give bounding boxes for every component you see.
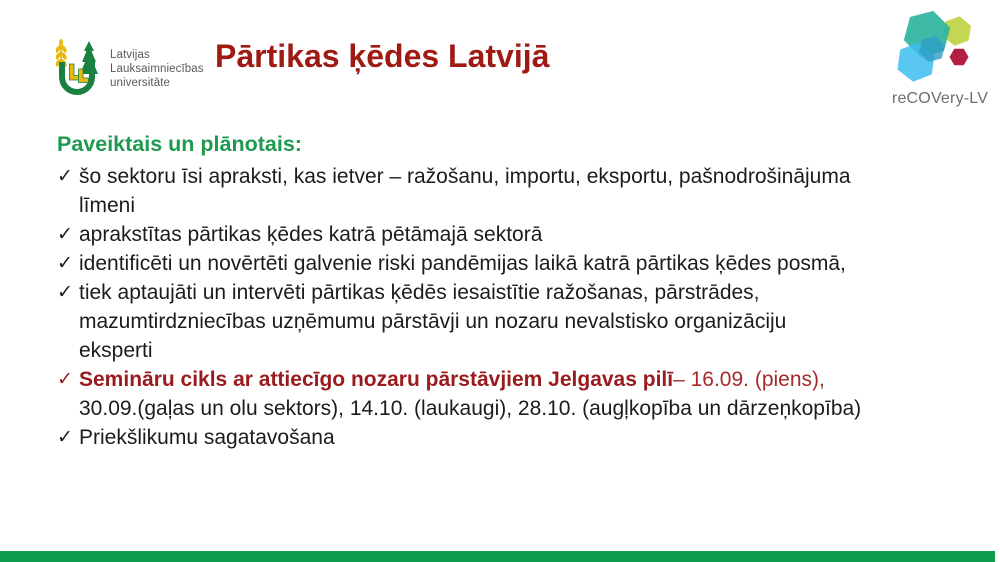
- bullet-list: [57, 162, 982, 452]
- slide-content: [57, 129, 982, 452]
- bullet-item: [57, 278, 982, 365]
- bullet-item: [57, 365, 982, 423]
- university-name-line: Latvijas: [110, 49, 150, 61]
- text-segment: Priekšlikumu sagatavošana: [79, 426, 335, 449]
- checkmark-icon: ✓: [57, 166, 73, 187]
- content-heading: Paveiktais un plānotais:: [57, 132, 302, 156]
- text-segment: aprakstītas pārtikas ķēdes katrā pētāmajā sektorā: [79, 223, 543, 246]
- text-segment: identificēti un novērtēti galvenie riski pandēmijas laikā katrā pārtikas ķēdes posmā,: [79, 252, 846, 275]
- text-segment: līmeni: [79, 194, 136, 217]
- bullet-text-line: [79, 423, 982, 452]
- bullet-item: [57, 162, 982, 220]
- project-logo-label: reCOVery-LV: [891, 90, 989, 107]
- checkmark-icon: ✓: [57, 224, 73, 245]
- text-segment: eksperti: [79, 339, 153, 362]
- checkmark-icon: ✓: [57, 253, 73, 274]
- bullet-text-line: [79, 162, 982, 191]
- page-title: Pārtikas ķēdes Latvijā: [215, 38, 550, 74]
- text-segment: – 16.09. (piens),: [673, 368, 825, 391]
- university-name: [110, 48, 204, 90]
- bullet-text-line: [79, 307, 982, 336]
- checkmark-icon: ✓: [57, 427, 73, 448]
- bullet-text-line: [79, 278, 982, 307]
- bullet-text-line: [79, 220, 982, 249]
- bullet-text: [79, 162, 982, 220]
- university-name-line: Lauksaimniecības: [110, 63, 204, 75]
- bullet-text: [79, 278, 982, 365]
- text-segment: mazumtirdzniecības uzņēmumu pārstāvji un nozaru nevalstisko organizāciju: [79, 310, 787, 333]
- hexagon-cluster-icon: [888, 6, 992, 88]
- text-segment: Semināru cikls ar attiecīgo nozaru pārstāvjiem Jelgavas pilī: [79, 368, 674, 391]
- university-name-line: universitāte: [110, 77, 171, 89]
- bullet-text-line: [79, 394, 982, 423]
- university-logo: [56, 39, 204, 95]
- bullet-item: [57, 220, 982, 249]
- bullet-text: [79, 423, 982, 452]
- bottom-accent-bar: [0, 551, 995, 562]
- bullet-text: [79, 249, 982, 278]
- bullet-text-line: [79, 191, 982, 220]
- bullet-item: [57, 423, 982, 452]
- bullet-text: [79, 365, 982, 423]
- checkmark-icon: ✓: [57, 282, 73, 303]
- bullet-text-line: [79, 249, 982, 278]
- text-segment: tiek aptaujāti un intervēti pārtikas ķēdēs iesaistītie ražošanas, pārstrādes,: [79, 281, 760, 304]
- bullet-text-line: [79, 336, 982, 365]
- project-logo: [884, 6, 996, 108]
- text-segment: šo sektoru īsi apraksti, kas ietver – ražošanu, importu, eksportu, pašnodrošinājuma: [79, 165, 851, 188]
- text-segment: 30.09.(gaļas un olu sektors), 14.10. (laukaugi), 28.10. (augļkopība un dārzeņkopība): [79, 397, 862, 420]
- hexagon-crimson-icon: [947, 45, 971, 70]
- bullet-text-line: [79, 365, 982, 394]
- bullet-item: [57, 249, 982, 278]
- bullet-text: [79, 220, 982, 249]
- university-emblem-icon: [56, 39, 98, 95]
- checkmark-icon: ✓: [57, 369, 73, 390]
